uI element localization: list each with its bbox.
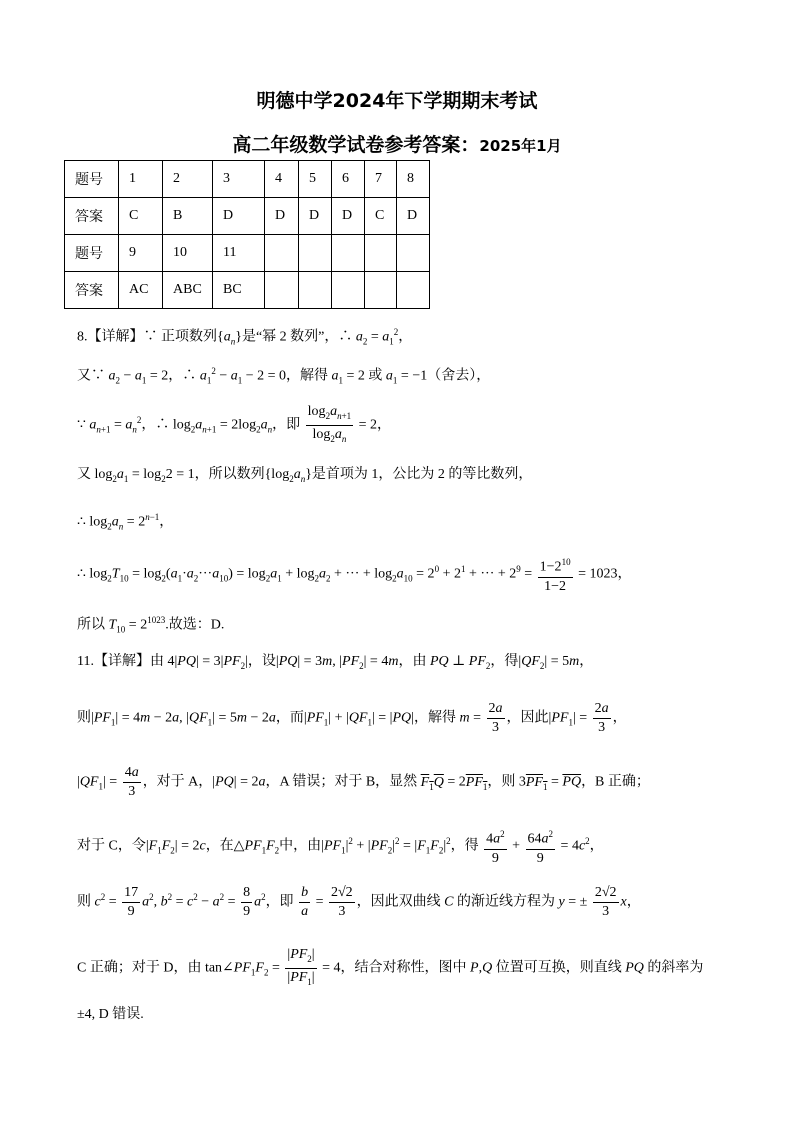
table-cell: D [265, 198, 299, 235]
table-cell: 4 [265, 161, 299, 198]
table-cell [299, 272, 332, 309]
subtitle-text: 高二年级数学试卷参考答案： [232, 134, 480, 156]
answer-table [64, 160, 430, 309]
table-cell: D [397, 198, 430, 235]
row-header-cell: 题号 [65, 161, 119, 198]
table-cell: 11 [213, 235, 265, 272]
table-cell [332, 272, 365, 309]
table-cell: 9 [119, 235, 163, 272]
sol11-line2: 则$|PF_1| = 4m - 2a$, $|QF_1| = 5m - 2a$，而$|PF_1| + |QF_1| = |PQ|$，解得 m = $\frac{2a}{3}$ ，因此$|PF_1|$ = $\frac{2a}{3}$ ， [77, 701, 627, 735]
table-cell: 6 [332, 161, 365, 198]
sol8-line3: ∵ $a_{n+1} = a_n^2$，∴ $\log_2a_{n+1} = 2\log_2a_n$，即 $\frac{\log_2a_{n+1}}{\log_2a_n}$ = 2， [77, 404, 392, 444]
sol11-line1: 11.【详解】由 $4|PQ| = 3|PF_2|$，设|PQ| = 3m, $|PF_2| = 4m$，由 PQ ⊥ $PF_2$，得$|QF_2| = 5m$， [77, 654, 594, 671]
sol11-line7: ±4, D 错误. [77, 1007, 144, 1022]
table-cell: 2 [163, 161, 213, 198]
sol11-line5: 则 $c^2$ = $\frac{17}{9}$ $a^2$, $b^2 = c^2 - a^2$ = $\frac{8}{9}$ $a^2$，即 $\frac{b}{a}$ = $\frac{2√2}{3}$ ，因此双曲线 C 的渐近线方程为 y = ± $\frac{2√2}{3}$ x， [77, 885, 641, 919]
table-cell: 5 [299, 161, 332, 198]
table-cell: 7 [365, 161, 397, 198]
table-cell [365, 235, 397, 272]
table-cell: ABC [163, 272, 213, 309]
sol11-line3: $|QF_1|$ = $\frac{4a}{3}$ ，对于 A，|PQ| = 2a，A 错误；对于 B，显然 $F_1Q = 2PF_1$，则 $3PF_1 = \overline{PQ}$，B 正确； [77, 765, 650, 799]
exam-date: 2025年1月 [479, 137, 562, 155]
table-cell: 1 [119, 161, 163, 198]
table-cell [332, 235, 365, 272]
table-cell: D [213, 198, 265, 235]
sol8-tag: 8.【详解】 [77, 329, 144, 345]
exam-subtitle [0, 130, 794, 157]
sol8-line4: 又 $\log_2a_1 = \log_22 = 1$，所以数列$\{\log_2a_n\}$是首项为 1，公比为 2 的等比数列， [77, 467, 533, 484]
table-cell: 8 [397, 161, 430, 198]
table-cell [265, 272, 299, 309]
sol8-line7: 所以 $T_{10} = 2^{1023}$.故选：D. [77, 615, 225, 635]
table-row [65, 272, 430, 309]
table-cell [397, 272, 430, 309]
table-cell: D [299, 198, 332, 235]
sol11-tag: 11.【详解】 [77, 654, 150, 669]
table-cell [299, 235, 332, 272]
table-cell: D [332, 198, 365, 235]
sol8-line6: ∴ $\log_2T_{10} = \log_2(a_1\cdot a_2\cdot\cdot\cdot a_{10}) = \log_2a_1 + \log_2a_2$ + ··· + $\log_2a_{10} = 2^0 + 2^1$ + ··· + $2^9$ = $\frac{1-2^{10}}{1-2}$ = 1023， [77, 553, 737, 596]
row-header-cell: 题号 [65, 235, 119, 272]
row-header-cell: 答案 [65, 198, 119, 235]
table-cell: 3 [213, 161, 265, 198]
sol8-line2: 又∵ $a_2 - a_1 = 2$，∴ $a_1^2 - a_1 - 2 = 0$，解得 $a_1 = 2$ 或 $a_1 = -1$（舍去）， [77, 366, 491, 386]
table-cell [397, 235, 430, 272]
table-cell: 10 [163, 235, 213, 272]
sol8-line5: ∴ $\log_2a_n = 2^{n-1}$， [77, 512, 174, 532]
table-cell [365, 272, 397, 309]
sol11-line6: C 正确；对于 D，由 $\tan\angle PF_1F_2$ = $\frac{|PF_2|}{|PF_1|}$ = 4，结合对称性，图中 P,Q 位置可互换，则直线 PQ 的斜率为 [77, 947, 704, 987]
table-row [65, 161, 430, 198]
table-row [65, 198, 430, 235]
exam-title: 明德中学2024年下学期期末考试 [256, 90, 538, 112]
table-row [65, 235, 430, 272]
table-cell: C [365, 198, 397, 235]
sol8-line1: 8.【详解】∵ 正项数列$\{a_n\}$是“幂 2 数列”，∴ $a_2 = a_1^2$， [77, 327, 413, 347]
table-cell: B [163, 198, 213, 235]
table-cell: AC [119, 272, 163, 309]
table-cell: C [119, 198, 163, 235]
table-cell [265, 235, 299, 272]
table-cell: BC [213, 272, 265, 309]
sol11-line4: 对于 C，令$|F_1F_2| = 2c$，在$\triangle PF_1F_2$中，由$|PF_1|^2 + |PF_2|^2 = |F_1F_2|^2$，得 $\frac{4a^2}{9}$ + $\frac{64a^2}{9}$ = $4c^2$， [77, 825, 737, 868]
row-header-cell: 答案 [65, 272, 119, 309]
